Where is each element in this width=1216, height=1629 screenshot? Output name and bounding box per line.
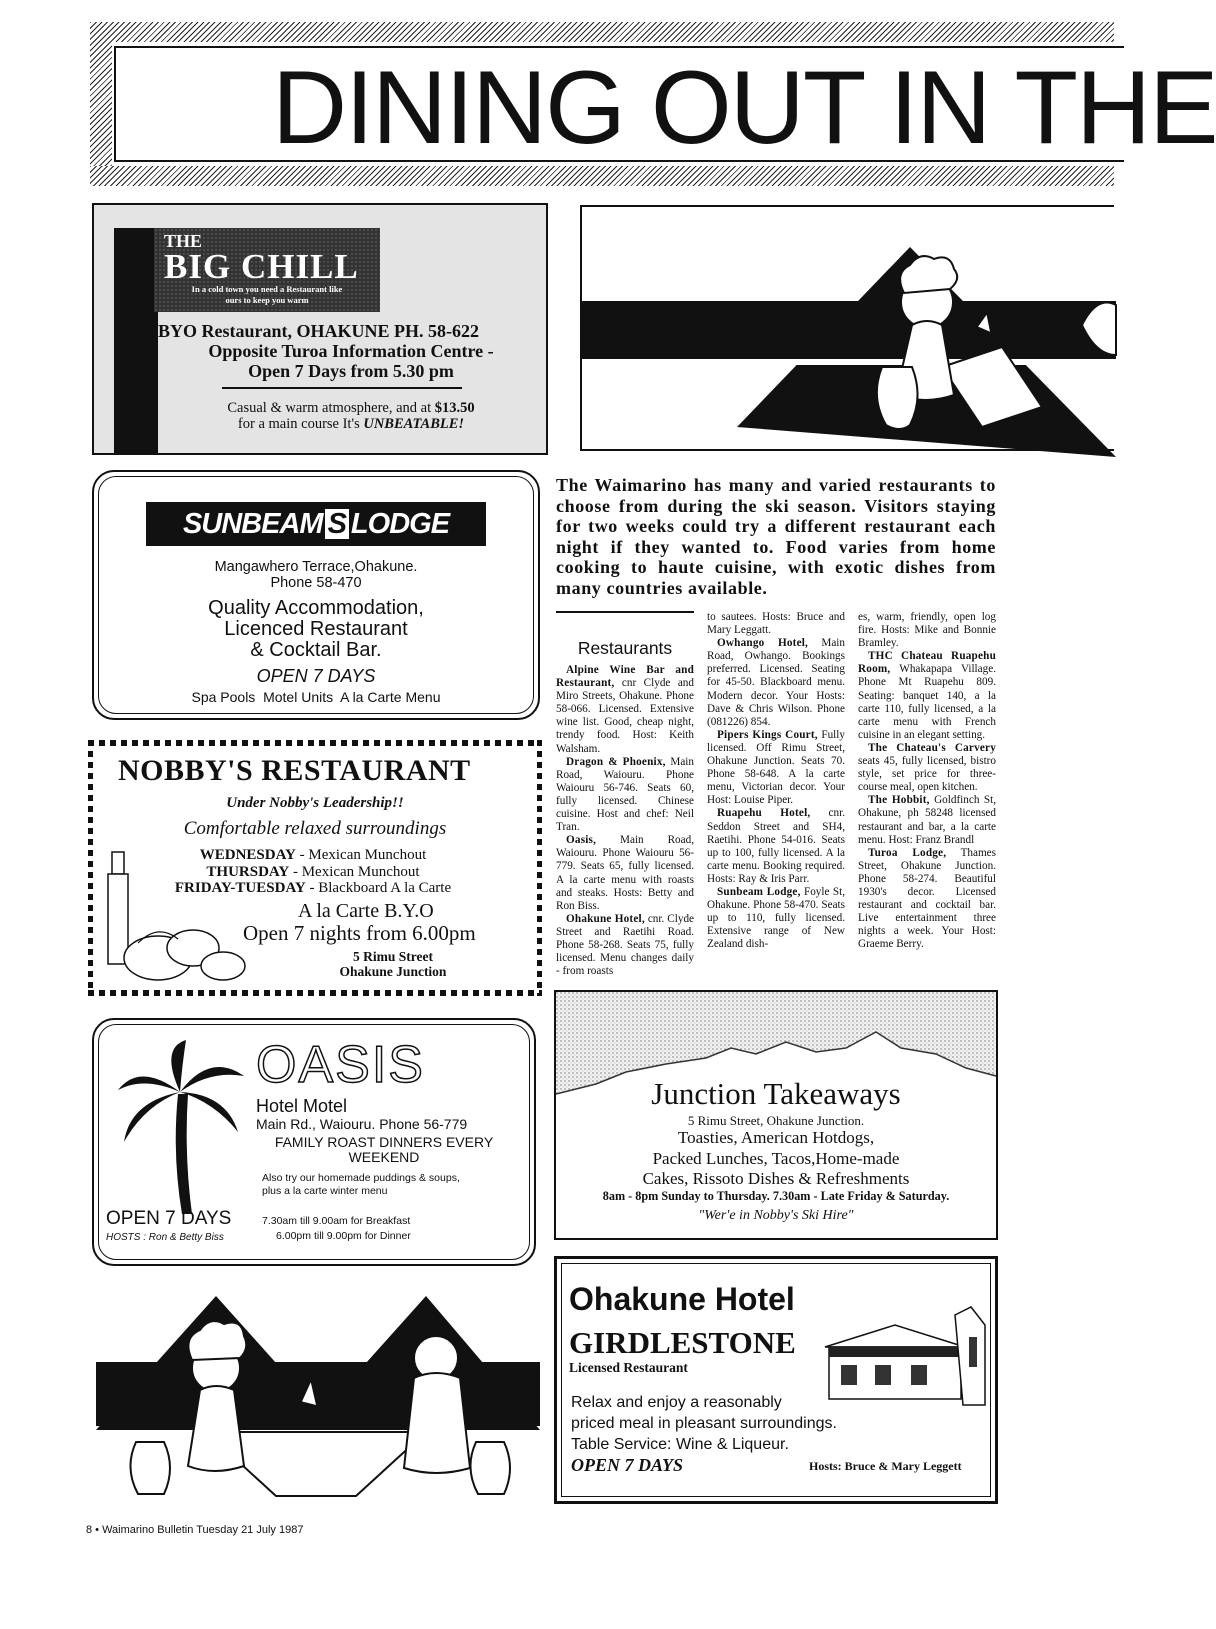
listing-text: Fully licensed. Off Rimu Street, Ohakune Junction. Seats 70. Phone 58-648. A la carte menu, Victorian decor. Your Host: Louise Piper. xyxy=(707,728,845,807)
masthead-hatch-top xyxy=(90,22,1114,42)
ohakune-open: OPEN 7 DAYS xyxy=(571,1455,684,1475)
masthead-hatch-left xyxy=(90,22,112,186)
dining-couple-illustration xyxy=(96,1282,540,1500)
listing-entry xyxy=(556,664,694,756)
listing-entry xyxy=(707,886,845,951)
nobbys-title: NOBBY'S RESTAURANT xyxy=(118,754,471,787)
listing-name: Owhango Hotel, xyxy=(717,637,809,650)
listing-text: Main Road, Waiouru. Phone Waiouru 56-746. Seats 60, fully licensed. Chinese cuisine. Host and chef: Neil Tran. xyxy=(556,755,694,834)
sunbeam-features-2: Licenced Restaurant xyxy=(224,618,408,640)
listings-col3 xyxy=(858,611,996,951)
big-chill-logo xyxy=(154,228,380,312)
sunbeam-address: Mangawhero Terrace,Ohakune. xyxy=(214,559,418,575)
ohakune-girdlestone: GIRDLESTONE xyxy=(569,1325,796,1360)
listing-text: Thames Street, Ohakune Junction. Phone 58-274. Beautiful 1930's decor. Licensed restaurant and cocktail bar. Live entertainment three nights a week. Your Host: Graeme Berry. xyxy=(858,846,997,951)
listing-name: Ohakune Hotel, xyxy=(566,912,645,925)
intro-rule xyxy=(556,611,694,613)
junction-hours: 8am - 8pm Sunday to Thursday. 7.30am - Late Friday & Saturday. xyxy=(602,1189,950,1203)
nobbys-dotted-top xyxy=(88,740,542,746)
listing-entry xyxy=(556,756,694,835)
listing-continued: es, warm, friendly, open log fire. Hosts: Mike and Bonnie Bramley. xyxy=(858,611,996,650)
sunbeam-extras: Spa Pools Motel Units A la Carte Menu xyxy=(191,689,441,705)
junction-items-3: Cakes, Rissoto Dishes & Refreshments xyxy=(642,1169,910,1188)
listing-name: Oasis, xyxy=(566,834,597,847)
ohakune-hosts: Hosts: Bruce & Mary Leggett xyxy=(809,1459,962,1473)
oasis-family-1: FAMILY ROAST DINNERS EVERY xyxy=(274,1134,494,1150)
listing-name: Pipers Kings Court, xyxy=(717,728,818,741)
oasis-family xyxy=(244,1135,524,1165)
listings-col1 xyxy=(556,664,694,978)
big-chill-line2: Opposite Turoa Information Centre - xyxy=(208,341,494,361)
ohakune-licensed: Licensed Restaurant xyxy=(569,1360,688,1375)
dining-illustration-bottom xyxy=(96,1282,540,1500)
big-chill-unbeatable: UNBEATABLE! xyxy=(363,416,465,432)
listing-text: Whakapapa Village. Phone Mt Ruapehu 809. Seating: banquet 140, a la carte 110, fully licensed, a la carte menu with French cuisine in an elegant setting. xyxy=(858,663,996,741)
oasis-also xyxy=(262,1172,460,1198)
sunbeam-phone: Phone 58-470 xyxy=(270,575,362,591)
junction-takeaways-ad xyxy=(554,990,998,1240)
sunbeam-features-3: & Cocktail Bar. xyxy=(250,639,382,661)
big-chill-line1: BYO Restaurant, OHAKUNE PH. 58-622 xyxy=(158,321,479,341)
nobbys-dotted-bottom xyxy=(88,990,542,996)
listing-name: Dragon & Phoenix, xyxy=(566,755,666,768)
sunbeam-lodge-ad xyxy=(92,470,540,720)
listing-text: seats 45, fully licensed, bistro style, set price for three-course meal, open kitchen. xyxy=(858,755,996,794)
oasis-hosts: HOSTS : Ron & Betty Biss xyxy=(106,1232,224,1243)
junction-items-2: Packed Lunches, Tacos,Home-made xyxy=(652,1148,900,1168)
big-chill-casual-2: for a main course It's xyxy=(237,416,364,432)
listing-text: cnr. Clyde Street and Raetihi Road. Phone 58-268. Seats 75, fully licensed. Menu changes daily - from roasts xyxy=(556,912,695,978)
masthead-box xyxy=(114,46,1216,166)
masthead-hatch-bottom xyxy=(90,166,1114,186)
listing-entry xyxy=(556,834,694,913)
listing-name: The Hobbit, xyxy=(868,794,930,807)
footer-folio: 8 • Waimarino Bulletin Tuesday 21 July 1987 xyxy=(86,1524,304,1536)
ohakune-title: Ohakune Hotel xyxy=(569,1281,795,1317)
sunbeam-logo-right: LODGE xyxy=(350,508,450,540)
oasis-dinner: 6.00pm till 9.00pm for Dinner xyxy=(276,1230,411,1242)
nobbys-thu-text: - Mexican Munchout xyxy=(289,863,420,880)
listing-name: THC Chateau Ruapehu Room, xyxy=(858,650,996,676)
oasis-hotel: Hotel Motel xyxy=(256,1096,348,1116)
listing-text: cnr Clyde and Miro Streets, Ohakune. Phone 58-066. Licensed. Extensive wine list. Good, cheap night, trendy food. Host: Keith Walsham. xyxy=(556,677,694,755)
listing-text: Main Road, Waiouru. Phone Waiouru 56-779. Seats 65, fully licensed. A la carte menu with roasts and steaks. Hosts: Betty and Ron Biss. xyxy=(556,834,694,912)
nobbys-comfortable: Comfortable relaxed surroundings xyxy=(183,818,447,839)
oasis-family-2: WEEKEND xyxy=(348,1149,420,1165)
oasis-also-1: Also try our homemade puddings & soups, xyxy=(262,1172,460,1184)
listing-entry xyxy=(707,807,845,886)
nobbys-wed-text: - Mexican Munchout xyxy=(295,847,427,863)
junction-location: "Wer'e in Nobby's Ski Hire" xyxy=(698,1208,854,1223)
oasis-also-2: plus a la carte winter menu xyxy=(262,1185,388,1197)
nobbys-fri-text: - Blackboard A la Carte xyxy=(305,880,452,896)
ohakune-relax xyxy=(571,1392,837,1455)
food-bottle-illustration xyxy=(98,848,248,988)
nobbys-dotted-left xyxy=(88,740,93,996)
big-chill-line3: Open 7 Days from 5.30 pm xyxy=(248,361,454,381)
nobbys-ad xyxy=(88,740,542,998)
listing-name: Turoa Lodge, xyxy=(868,846,947,859)
listings-heading: Restaurants xyxy=(577,638,673,658)
big-chill-text xyxy=(158,321,544,381)
junction-items xyxy=(556,1128,996,1190)
oasis-hours xyxy=(262,1214,411,1244)
oasis-breakfast: 7.30am till 9.00am for Breakfast xyxy=(262,1215,411,1227)
junction-items-1: Toasties, American Hotdogs, xyxy=(677,1128,875,1147)
ohakune-relax-2: priced meal in pleasant surroundings. xyxy=(571,1415,837,1432)
hotel-building-illustration xyxy=(815,1307,985,1405)
nobbys-open: Open 7 nights from 6.00pm xyxy=(243,921,476,945)
sunbeam-logo-left: SUNBEAM xyxy=(182,508,323,540)
oasis-open: OPEN 7 DAYS xyxy=(106,1208,232,1229)
ohakune-relax-1: Relax and enjoy a reasonably xyxy=(571,1394,782,1411)
listing-entry xyxy=(858,847,996,952)
listing-entry xyxy=(707,637,845,729)
listing-entry xyxy=(556,913,694,978)
big-chill-ad xyxy=(92,203,548,455)
sunbeam-contact xyxy=(94,559,538,591)
listing-name: Ruapehu Hotel, xyxy=(717,807,811,820)
big-chill-tagline-2: ours to keep you warm xyxy=(225,295,309,305)
junction-title: Junction Takeaways xyxy=(651,1076,901,1111)
listing-continued: to sautees. Hosts: Bruce and Mary Leggatt. xyxy=(707,611,845,637)
listing-name: Sunbeam Lodge, xyxy=(717,885,801,898)
big-chill-price: $13.50 xyxy=(434,400,475,416)
oasis-name: OASIS xyxy=(256,1036,425,1094)
ohakune-table: Table Service: Wine & Liqueur. xyxy=(571,1436,789,1453)
big-chill-rule xyxy=(222,387,462,389)
nobbys-dotted-right xyxy=(537,740,542,996)
big-chill-black-bar xyxy=(114,228,158,455)
big-chill-logo-name: BIG CHILL xyxy=(164,247,359,286)
listing-text: Main Road, Owhango. Bookings preferred. Licensed. Seating for 45-50. Blackboard menu. Modern decor. Your Hosts: Dave & Chris Wilson. Phone (081226) 854. xyxy=(707,637,845,728)
listings-col2 xyxy=(707,611,845,951)
ohakune-hotel-ad xyxy=(554,1256,998,1504)
nobbys-fri-day: FRIDAY-TUESDAY xyxy=(174,880,306,896)
listing-name: The Chateau's Carvery xyxy=(868,741,996,754)
nobbys-thu-day: THURSDAY xyxy=(206,863,290,880)
diner-woman-illustration xyxy=(582,207,1116,453)
oasis-ad xyxy=(92,1018,536,1266)
nobbys-leadership: Under Nobby's Leadership!! xyxy=(226,795,404,811)
sunbeam-logo-mark: S xyxy=(325,509,349,539)
listing-text: Foyle St, Ohakune. Phone 58-470. Seats up to 110, fully licensed. Extensive range of New Zealand dish- xyxy=(707,885,845,951)
listing-entry xyxy=(858,650,996,742)
big-chill-casual-1: Casual & warm atmosphere, and at xyxy=(227,400,435,416)
listing-text: cnr. Seddon Street and SH4, Raetihi. Phone 54-016. Seats up to 100, fully licensed. A la carte menu. Booking required. Hosts: Ray & Iris Parr. xyxy=(707,807,845,885)
page-title: DINING OUT IN THE xyxy=(272,50,1216,166)
nobbys-addr1: 5 Rimu Street xyxy=(353,949,433,964)
big-chill-tagline-1: In a cold town you need a Restaurant like xyxy=(191,284,343,294)
listing-text: Goldfinch St, Ohakune, ph 58248 licensed restaurant and bar, a la carte menu. Host: Franz Brandl xyxy=(858,794,996,846)
sunbeam-open: OPEN 7 DAYS xyxy=(256,666,376,686)
nobbys-wed-day: WEDNESDAY xyxy=(199,847,296,863)
oasis-address: Main Rd., Waiouru. Phone 56-779 xyxy=(256,1116,468,1132)
listing-entry xyxy=(858,794,996,846)
nobbys-alacarte: A la Carte B.Y.O xyxy=(298,900,434,922)
listing-entry xyxy=(858,742,996,794)
nobbys-addr2: Ohakune Junction xyxy=(339,964,447,979)
big-chill-tagline xyxy=(164,284,370,306)
junction-address: 5 Rimu Street, Ohakune Junction. xyxy=(687,1113,865,1128)
dining-illustration-top xyxy=(580,205,1114,451)
nobbys-address xyxy=(318,949,468,979)
big-chill-logo-the: THE xyxy=(164,231,203,251)
sunbeam-features xyxy=(94,598,538,661)
sunbeam-features-1: Quality Accommodation, xyxy=(208,597,424,619)
big-chill-casual xyxy=(158,400,544,432)
intro-paragraph: The Waimarino has many and varied restaurants to choose from during the ski season. Visitors staying for two weeks could try a different restaurant each night if they wanted to. Food varies from home cooking to haute cuisine, with exotic dishes from many countries available. xyxy=(556,475,996,598)
sunbeam-logo xyxy=(146,502,486,546)
listing-entry xyxy=(707,729,845,808)
palm-tree-icon xyxy=(108,1034,248,1214)
listing-name: Alpine Wine Bar and Restaurant, xyxy=(556,664,694,690)
